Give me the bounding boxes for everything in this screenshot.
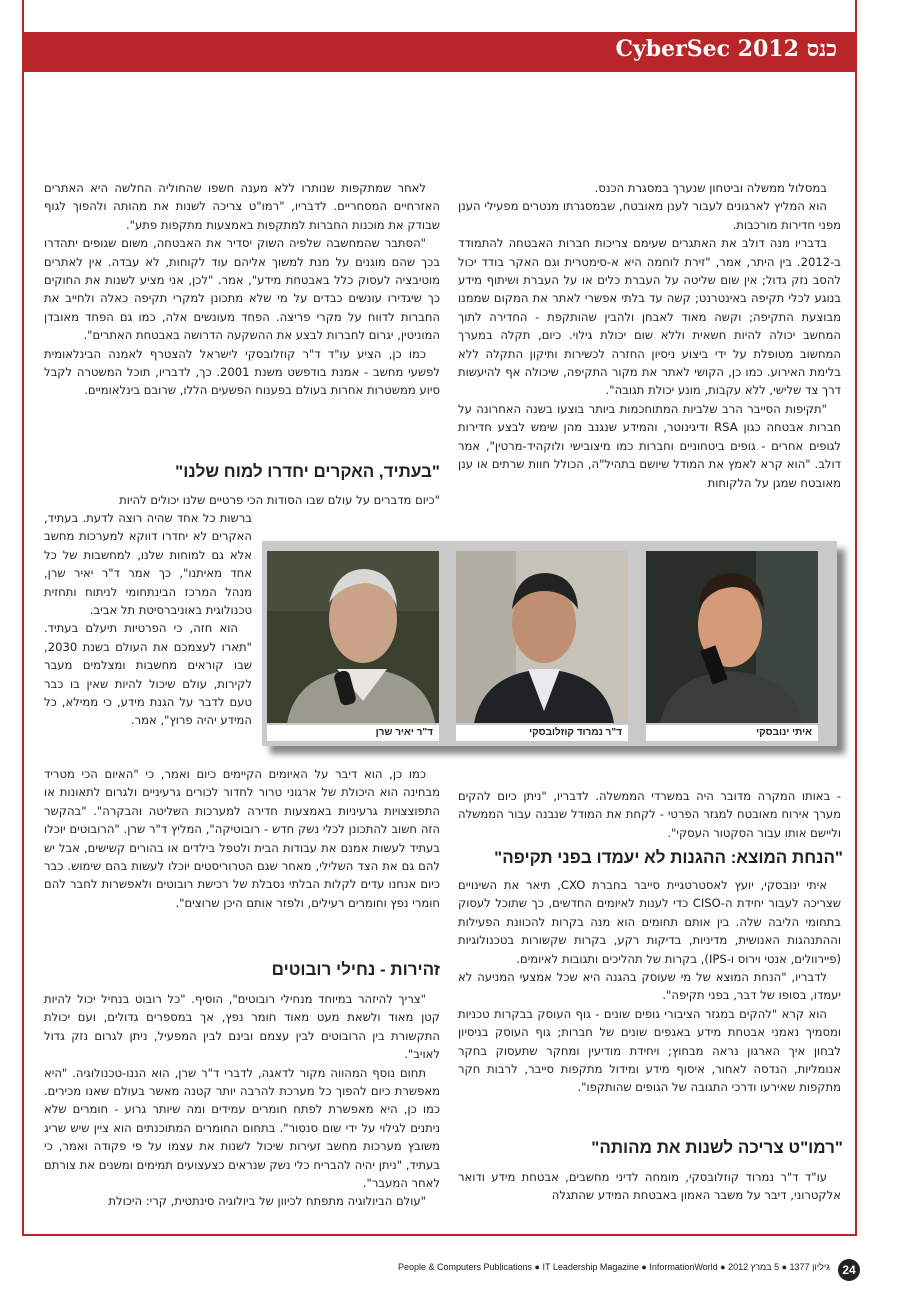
- paragraph: עו"ד ד"ר נמרוד קוזלובסקי, מומחה לדיני מחשבים, אבטחת מידע ודואר אלקטרוני, דיבר על משבר האמון באבטחת המידע שהתגלה: [458, 1170, 841, 1203]
- page-frame-left: [22, 0, 24, 1236]
- footer-text: People & Computers Publications ● IT Leadership Magazine ● InformationWorld ● 2012 גיליון 1377 ● 5 במרץ: [397, 1262, 830, 1272]
- paragraph: איתי ינובסקי, יועץ לאסטרטגיית סייבר בחברת CXO, תיאר את השינויים שצריכה לעבור יחידת ה-CISO כדי לענות לאיומים החדשים, כך שתוכל לעסוק בתחומי הליבה שלה. בין אותם תחומים הוא מנה בקרות להכוונת הפעילות וההתנהגות האנושית, מדיניות, בדיקות רקע, בקרות שקשורות בטכנולוגיות (פיירוולים, אנטי וירוס ו-IPS), בקרות של תהליכים ותגובות לאיומים.: [458, 878, 842, 966]
- subheading-robots: זהירות - נחילי רובוטים: [271, 960, 440, 979]
- paragraph: "הסתבר שהמחשבה שלפיה השוק יסדיר את האבטחה, משום שגופים יתהדרו בכך שהם מוגנים על מנת למשוך אליהם עוד לקוחות, לא עבדה. אין לאתרים מוטיבציה לעסוק כלל באבטחת מידע", אמר. "לכן, אני מציע לשנות את החוקים כך שיגדירו עונשים כבדים על מי שלא מתכונן למקרי תקיפה כאלה ולחייב את החברות לדווח על מקרי פריצה. הפחד מעונשים אלה, כמו גם הפחד מאובדן המוניטין, יגרום לחברות לבצע את ההשקעה הדרושה באבטחת האתרים".: [44, 236, 440, 343]
- page-frame-right: [855, 0, 857, 1236]
- page-number-badge: 24: [838, 1259, 860, 1281]
- paragraph: כמו כן, הציע עו"ד ד"ר קוזלובסקי לישראל להצטרף לאמנה הבינלאומית לפשעי מחשב - אמנת בודפשט משנת 2001. כך, לדבריו, תוכל המשטרה לקבל סיוע ממשטרות אחרות בעולם בפענוח הפשעים הללו, שרובם בינלאומיים.: [44, 346, 440, 398]
- photo-caption: איתי ינובסקי: [646, 725, 818, 741]
- paragraph: לדבריו, "הנחת המוצא של מי שעוסק בהגנה היא שכל אמצעי המניעה לא יעמדו, בסופו של דבר, בפני תקיפה".: [458, 970, 841, 1003]
- portrait-photo-sharan: [267, 551, 439, 723]
- article-column-right-mid: [458, 876, 841, 1128]
- photo-panel: [262, 541, 837, 746]
- article-intro-line: [44, 491, 440, 511]
- paragraph: בדבריו מנה דולב את האתגרים שעימם צריכות חברות האבטחה להתמודד ב-2012. בין היתר, אמר, "זירת לוחמה היא א-סימטרית וגם האקר בודד יכול להסב נזק גדול; אין שום שליטה על העברת כלים או על העברת ושיתוף מידע בנוגע לכלי תקיפה באינטרנט; קשה עד בלתי אפשרי לאתר את המקום שממנו מבוצעת התקיפה; וקשה מאוד לאבחן ולהבין שהותקפת - החדירה לתוך המחשב יכולה להיות חשאית וללא שום יכולת גילוי. כיום, תקלה במערך המחשוב מטופלת על ידי ביצוע ניסיון החזרה לכשירות ותיקון התקלה ללא בלימת האירוע. כמו כן, הקושי לאתר את מקור התקיפה, שיכולה אף להיעשות דרך צד שלישי, ללא עקבות, מונע יכולת תגובה".: [458, 236, 841, 398]
- paragraph: "תקיפות הסייבר הרב שלביות המתוחכמות ביותר בוצעו בשנה האחרונה על חברות אבטחה כגון RSA ודיגינוטר, והמידע שנגנב מהן שימש לבצע חדירות לגופים אחרים - גופים ביטחוניים וחברות כמו מיצובישי ולוקהיד-מרטין", אמר דולב. "הוא קרא לאמץ את המודל שיושם בתהיל"ה, הכולל חוות שרתים או ענן מאובטח שמגן על הלקוחות: [458, 401, 841, 490]
- paragraph: הוא חזה, כי הפרטיות תיעלם בעתיד. "תארו לעצמכם את העולם בשנת 2030, שבו קוראים מחשבות ומצלמים מעבר לקירות, עולם שיכול להיות שאין בו כבר טעם לדבר על הגנת מידע, כי ממילא, כל המידע יהיה פרוץ", אמר.: [44, 621, 252, 728]
- section-title: כנס CyberSec 2012: [615, 36, 837, 62]
- photo-caption: ד"ר יאיר שרן: [267, 725, 439, 741]
- paragraph: לאחר שמתקפות שנותרו ללא מענה חשפו שהחוליה החלשה היא האתרים האזרחיים המסחריים. לדבריו, "רמו"ט צריכה לשנות את מהותה ולהפוך לגוף שבודק את מוכנות החברות למתקפות באמצעות מתקפות פתע".: [44, 181, 440, 232]
- paragraph: הוא קרא "להקים במגזר הציבורי גופים שונים - גוף העוסק בבקרות טכניות ומסמיך נאמני אבטחת מידע באגפים שונים של חברות; גוף העוסק בניסיון לבחון איך הארגון נראה מבחוץ; ויחידת מודיעין ומחקר שתעסוק בחקר אנומליות, הנדסה לאחור, איסוף מידע ומידול מתקפות סייבר, לרבות חקר מתקפות שאירעו ודרכי התגובה של הגופים שהותקפו".: [458, 1006, 841, 1095]
- article-column-right-bottom: [458, 787, 841, 839]
- portrait-photo-kozlovski: [456, 551, 628, 723]
- article-column-left-wrap: [44, 509, 252, 779]
- paragraph: "כיום מדברים על עולם שבו הסודות הכי פרטיים שלנו יכולים להיות: [119, 493, 440, 507]
- paragraph: כמו כן, הוא דיבר על האיומים הקיימים כיום ואמר, כי "האיום הכי מטריד מבחינה הוא היכולת של ארגוני טרור לחדור לכורים גרעיניים ולגרום לתאונות או התפוצצויות גרעיניות באמצעות חדירה למערכות השליטה והבקרה". "בהקשר הזה חשוב להתכונן לכלי נשק חדש - רובוטיקה", המליץ ד"ר שרן. "הרובוטים יוכלו בעתיד לעשות אמנם את עבודות הבית ולטפל בילדים או בהורים קשישים, אבל יש להם גם את הצד השלילי, מאחר שגם הטרוריסטים יוכלו לעשות בהם שימוש. כבר כיום אנחנו עדים לקלות הבלתי נסבלת של רכישת רובוטים ולאפשרות לחבר להם חומרי נפץ וחומרים רעילים, ולפזר אותם היכן שרוצים".: [44, 767, 440, 910]
- article-column-right-top: [458, 179, 841, 505]
- paragraph: - באותו המקרה מדובר היה במשרדי הממשלה. לדבריו, "ניתן כיום להקים מערך אירוח מאובטח למגזר הפרטי - לקחת את המודל שנבנה עבור הממשלה וליישם אותו עבור הסקטור העסקי".: [458, 789, 841, 840]
- page-frame-bottom: [22, 1234, 857, 1236]
- subheading-ramot: "רמו"ט צריכה לשנות את מהותה": [591, 1138, 843, 1157]
- portrait-photo-yanovski: [646, 551, 818, 723]
- photo-caption: ד"ר נמרוד קוזלובסקי: [456, 725, 628, 741]
- page-footer: [350, 1259, 860, 1281]
- article-column-right-last: [458, 1168, 841, 1208]
- article-column-left-robots: [44, 990, 440, 1209]
- section-header-band: [22, 32, 857, 72]
- paragraph: "עולם הביולוגיה מתפתח לכיוון של ביולוגיה סינתטית, קרי: היכולת: [108, 1194, 426, 1209]
- article-column-left-bottom: [44, 765, 440, 953]
- subheading-future: "בעתיד, האקרים יחדרו למוח שלנו": [175, 462, 440, 481]
- paragraph: "צריך להיזהר במיוחד מנחילי רובוטים", הוסיף. "כל רובוט בנחיל יכול להיות קטן מאוד ולשאת מעט מאוד חומר נפץ, אך במספרים גדולים, ועם יכולת התקשורת בין הרובוטים לבין עצמם ובינם לבין המפעיל, ניתן לגרום נזק גדול לאויב".: [44, 992, 440, 1062]
- subheading-assumption: "הנחת המוצא: ההגנות לא יעמדו בפני תקיפה": [494, 848, 843, 867]
- paragraph: במסלול ממשלה וביטחון שנערך במסגרת הכנס.: [594, 181, 827, 195]
- paragraph: ברשות כל אחד שהיה רוצה לדעת. בעתיד, האקרים לא יחדרו דווקא למערכות מחשב אלא גם למוחות שלנו, למחשבות של כל אחד מאיתנו", כך אמר ד"ר יאיר שרן, מנהל המרכז הבינתחומי לניתוח ותחזית טכנולוגית באוניברסיטת תל אביב.: [44, 511, 252, 618]
- article-column-left-top: [44, 179, 440, 455]
- paragraph: תחום נוסף המהווה מקור לדאגה, לדברי ד"ר שרן, הוא הננו-טכנולוגיה. "היא מאפשרת כיום להפוך כל מערכת להרבה יותר קטנה מאשר בעולם שאנו מכירים. כמו כן, היא מאפשרת לפתח חומרים עמידים ומה שיותר גרוע - חומרים שלא ניתנים לגילוי על ידי שום סנסור". בתחום החומרים המתוכנתים הוא ציין שיש שריג משובץ מערכות מחשב זעירות שיכול לשנות את עצמו על פי פקודה ואמר, כי בעתיד, "ניתן יהיה להבריח כלי נשק שנראים כצעצועים תמימים ומשנים את צורתם לאחר המעבר".: [44, 1065, 440, 1191]
- paragraph: הוא המליץ לארגונים לעבור לענן מאובטח, שבמסגרתו מנטרים מפעילי הענן מפני חדירות מורכבות.: [458, 199, 841, 232]
